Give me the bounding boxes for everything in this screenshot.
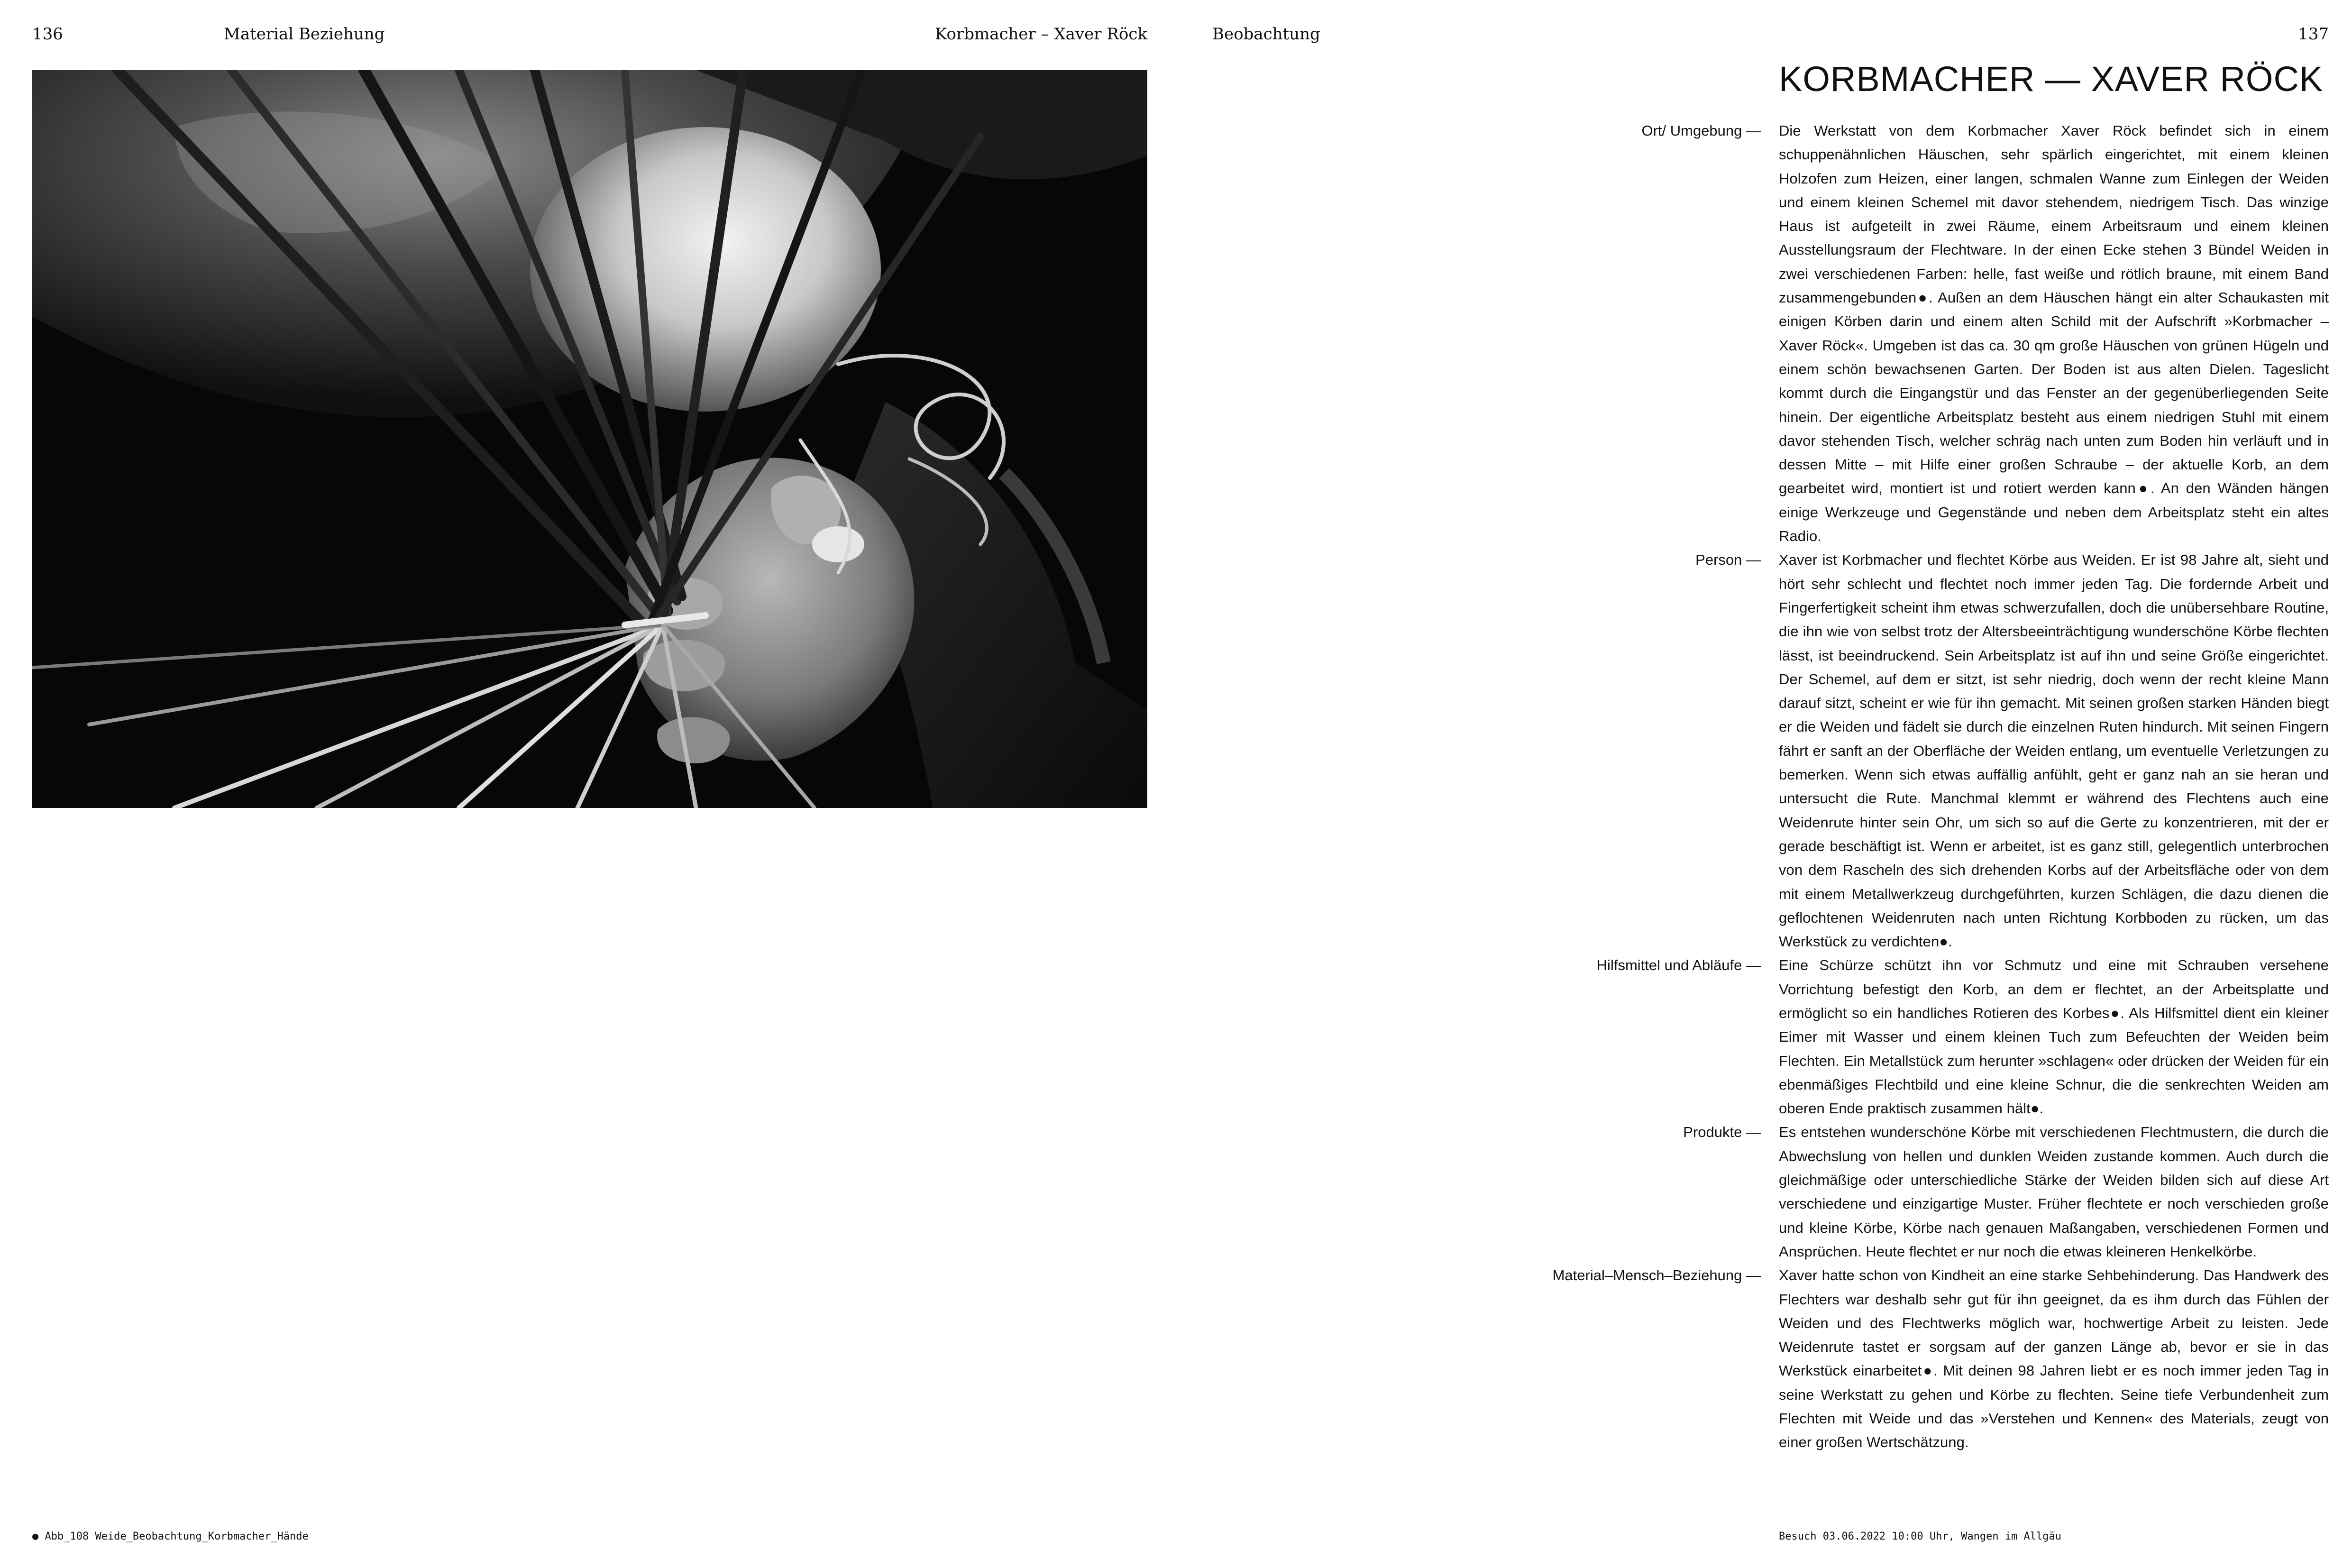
visit-note: Besuch 03.06.2022 10:00 Uhr, Wangen im Allgäu	[1779, 1531, 2062, 1542]
observation-sections	[0, 119, 2352, 1455]
section-text: Es entstehen wunderschöne Körbe mit verschiedenen Flechtmustern, die durch die Abwechslung von hellen und dunklen Weiden zustande kommen. Auch durch die gleichmäßige oder unterschiedliche Stärke der Weiden bilden sich auf diese Art verschiedene und einzigartige Muster. Früher flechtete er noch verschieden große und kleine Körbe, Körbe nach genauen Maßangaben, verschiedenen Formen und Ansprüchen. Heute flechtet er nur noch die etwas kleineren Henkelkörbe.	[1779, 1124, 2329, 1260]
right-page-number: 137	[2298, 25, 2329, 44]
section-text: Eine Schürze schützt ihn vor Schmutz und eine mit Schrauben versehene Vorrichtung befestigt den Korb, an dem er flechtet, an der Arbeitsplatte und ermöglicht so ein handliches Rotieren des Korbes●. Als Hilfsmittel dient ein kleiner Eimer mit Wasser und einem kleinen Tuch zum Befeuchten der Weiden beim Flechten. Ein Metallstück zum herunter »schlagen« oder drücken der Weiden für ein ebenmäßiges Flechtbild und eine kleine Schnur, die die senkrechten Weiden am oberen Ende praktisch zusammen hält●.	[1779, 957, 2329, 1117]
section-text: Xaver hatte schon von Kindheit an eine starke Sehbehinderung. Das Handwerk des Flechters war deshalb sehr gut für ihn geeignet, da es ihm durch das Fühlen der Weiden und des Flechtwerks möglich war, hochwertige Arbeit zu leisten. Jede Weidenrute tastet er sorgsam auf der ganzen Länge ab, bevor er sie in das Werkstück einarbeitet●. Mit deinen 98 Jahren liebt er es noch immer jeden Tag in seine Werkstatt zu gehen und Körbe zu flechten. Seine tiefe Verbundenheit zum Flechten mit Weide und das »Verstehen und Kennen« des Materials, zeugt von einer großen Wertschätzung.	[1779, 1267, 2329, 1451]
figure-caption: ● Abb_108 Weide_Beobachtung_Korbmacher_Hände	[32, 1531, 309, 1542]
section-person	[0, 548, 2352, 954]
section-label: Ort/ Umgebung —	[1641, 122, 1761, 139]
section-label: Material–Mensch–Beziehung —	[1552, 1267, 1761, 1284]
section-location	[0, 119, 2352, 548]
section-label: Produkte —	[1683, 1124, 1761, 1141]
section-text: Xaver ist Korbmacher und flechtet Körbe aus Weiden. Er ist 98 Jahre alt, sieht und hört sehr schlecht und flechtet noch immer jeden Tag. Die fordernde Arbeit und Fingerfertigkeit scheint ihm etwas schwerzufallen, doch die unübersehbare Routine, die ihn wie von selbst trotz der Altersbeeinträchtigung wunderschöne Körbe flechten lässt, ist beeindruckend. Sein Arbeitsplatz ist auf ihn und seine Größe eingerichtet. Der Schemel, auf dem er sitzt, ist sehr niedrig, doch wenn der recht kleine Mann darauf sitzt, scheint er wie für ihn gemacht. Mit seinen großen starken Händen biegt er die Weiden und fädelt sie durch die einzelnen Ruten hindurch. Mit seinen Fingern fährt er sanft an der Oberfläche der Weiden entlang, um eventuelle Verletzungen zu bemerken. Wenn sich etwas auffällig anfühlt, geht er ganz nah an sie heran und untersucht die Rute. Manchmal klemmt er während des Flechtens auch eine Weidenrute hinter sein Ohr, um sich so auf die Gerte zu konzentrieren, mit der er gerade beschäftigt ist. Wenn er arbeitet, ist es ganz still, gelegentlich unterbrochen von dem Rascheln des sich drehenden Korbs auf der Arbeitsfläche oder von dem mit einem Metallwerkzeug durchgeführten, kurzen Schlägen, die dazu dienen die geflochtenen Weidenruten nach unten Richtung Korbboden zu rücken, um das Werkstück zu verdichten●.	[1779, 551, 2329, 950]
section-material-human-relation	[0, 1264, 2352, 1454]
left-running-chapter: Korbmacher – Xaver Röck	[935, 25, 1147, 44]
section-products	[0, 1120, 2352, 1264]
left-page-number: 136	[32, 25, 63, 44]
section-label: Hilfsmittel und Abläufe —	[1596, 957, 1761, 974]
section-text: Die Werkstatt von dem Korbmacher Xaver Röck befindet sich in einem schuppenähnlichen Häuschen, sehr spärlich eingerichtet, mit einem kleinen Holzofen zum Heizen, einer langen, schmalen Wanne zum Einlegen der Weiden und einem kleinen Schemel mit davor stehendem, niedrigem Tisch. Das winzige Haus ist aufgeteilt in zwei Räume, einem Arbeitsraum und einem kleinen Ausstellungsraum der Flechtware. In der einen Ecke stehen 3 Bündel Weiden in zwei verschiedenen Farben: helle, fast weiße und rötlich braune, mit einem Band zusammengebunden●. Außen an dem Häuschen hängt ein alter Schaukasten mit einigen Körben darin und einem alten Schild mit der Aufschrift »Korbmacher – Xaver Röck«. Umgeben ist das ca. 30 qm große Häuschen von grünen Hügeln und einem schön bewachsenen Garten. Der Boden ist aus alten Dielen. Tageslicht kommt durch die Eingangstür und das Fenster an der gegenüberliegenden Seite hinein. Der eigentliche Arbeitsplatz besteht aus einem niedrigen Stuhl mit einem davor stehenden Tisch, welcher schräg nach unten zum Boden hin verläuft und in dessen Mitte – mit Hilfe einer großen Schraube – der aktuelle Korb, an dem gearbeitet wird, montiert ist und rotiert werden kann●. An den Wänden hängen einige Werkzeuge und Gegenstände und neben dem Arbeitsplatz steht ein altes Radio.	[1779, 122, 2329, 545]
left-running-section: Material Beziehung	[224, 25, 385, 44]
section-tools-and-process	[0, 954, 2352, 1120]
section-label: Person —	[1695, 551, 1761, 569]
right-running-section: Beobachtung	[1212, 25, 1320, 44]
page-title: KORBMACHER — XAVER RÖCK	[1779, 59, 2324, 99]
